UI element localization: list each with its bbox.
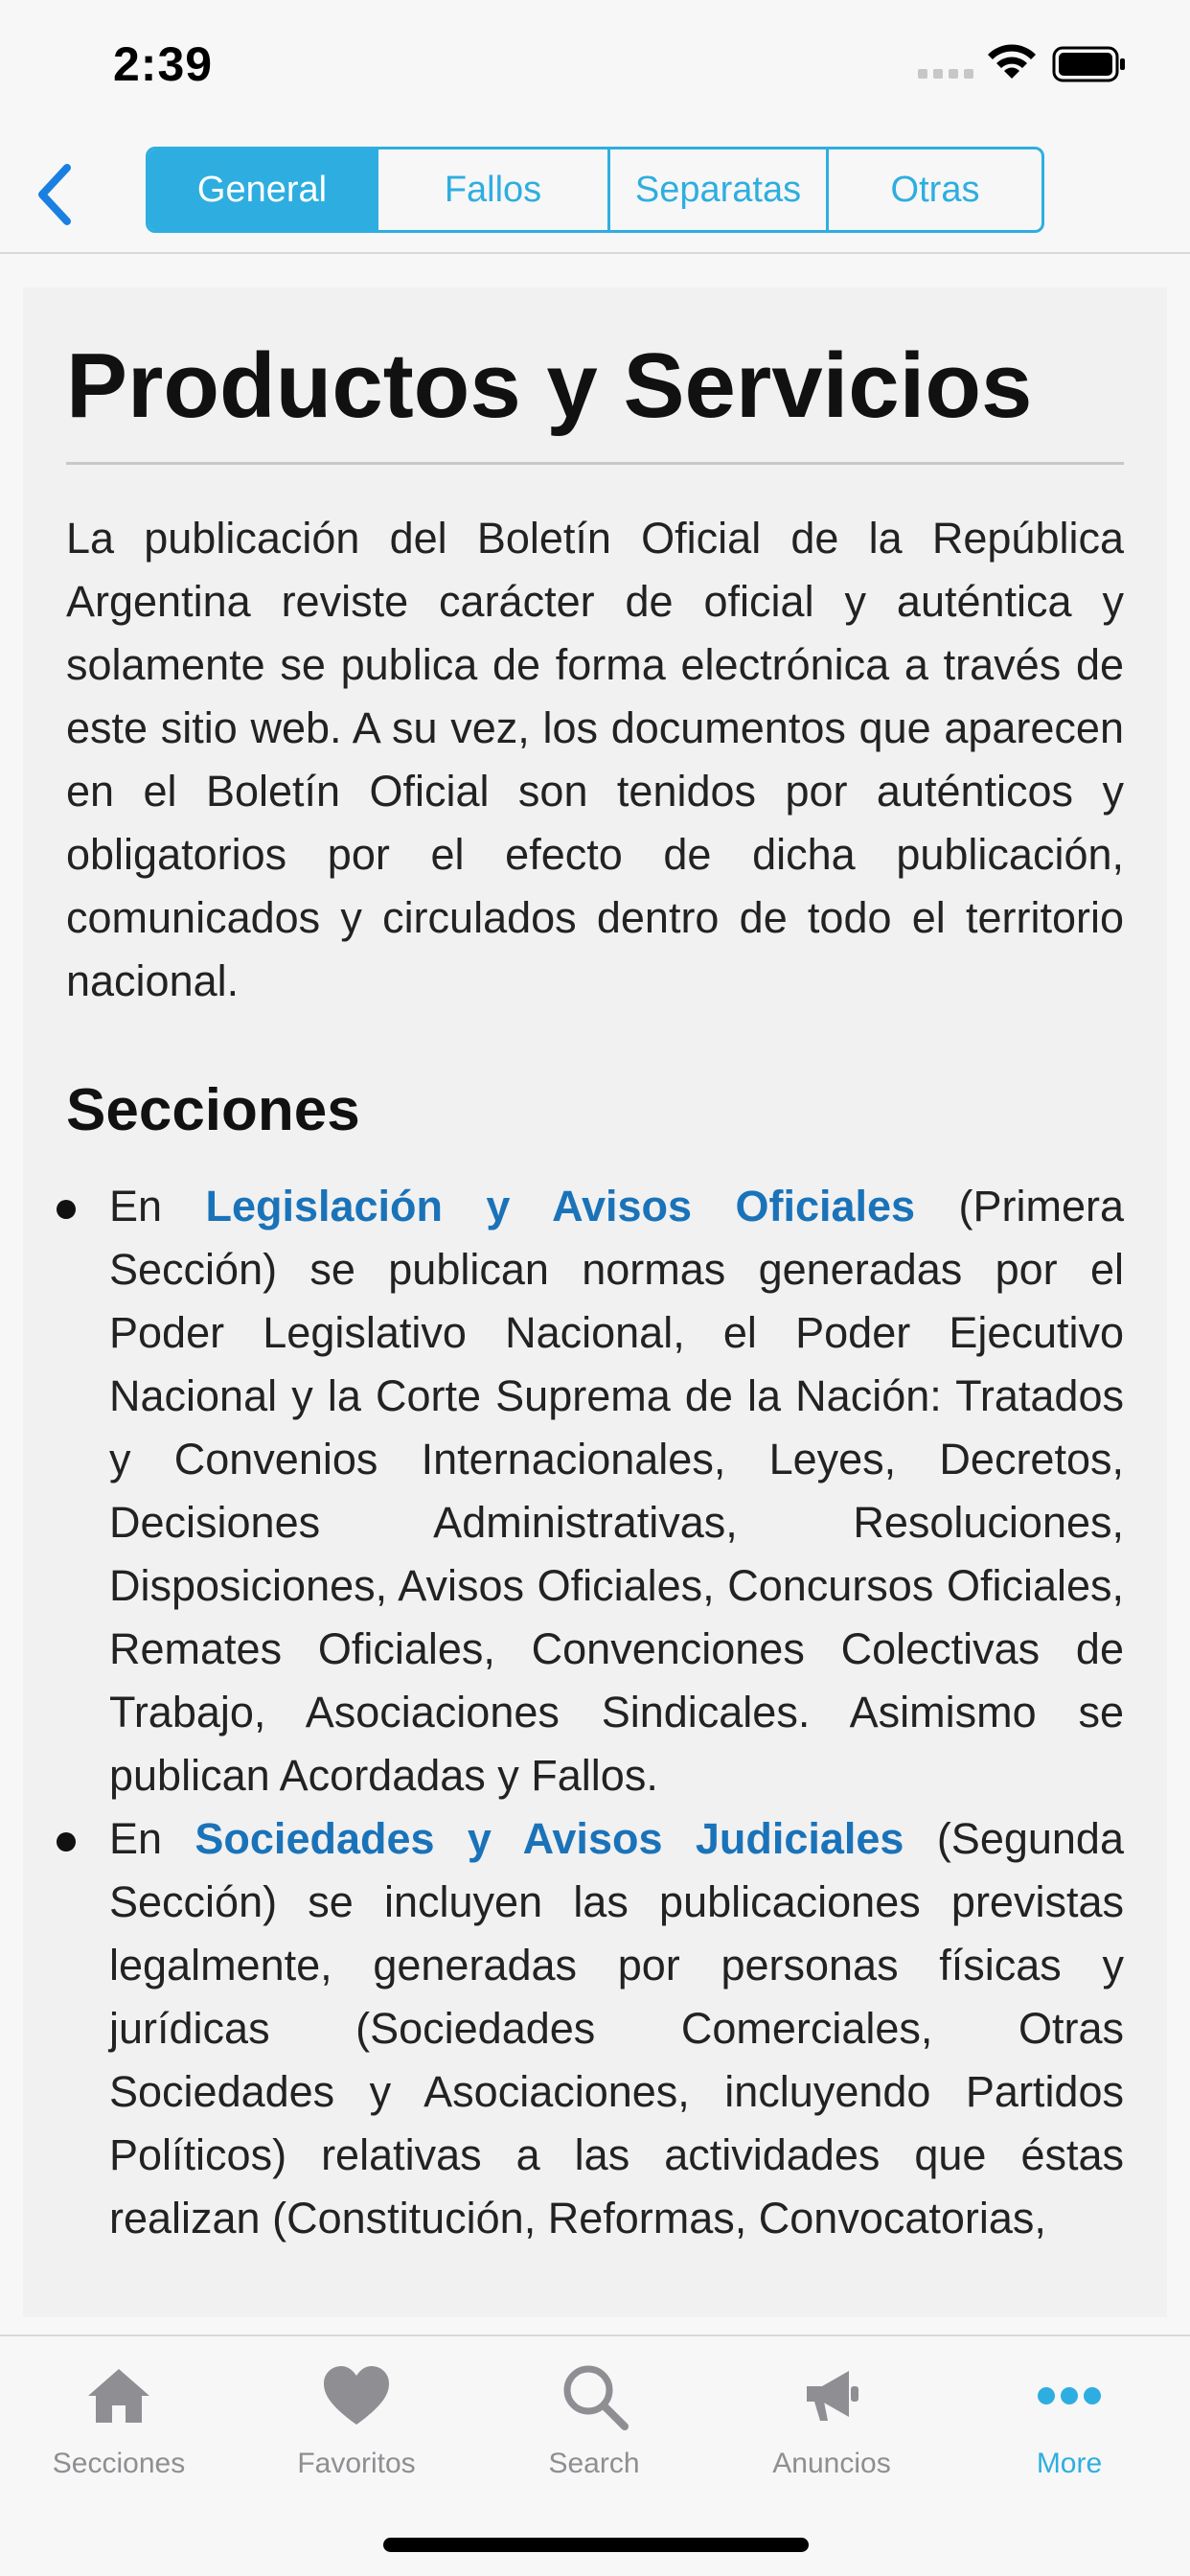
heart-icon: [318, 2358, 395, 2434]
segment-separatas[interactable]: Separatas: [610, 150, 829, 230]
tab-label: Search: [548, 2448, 640, 2479]
signal-icon: [918, 69, 973, 79]
bullet-prefix: En: [109, 1181, 163, 1230]
intro-paragraph: La publicación del Boletín Oficial de la República Argentina reviste carácter de oficial y auténtica y solamente se publica de forma electrónica a través de este sitio web. A su vez, los documentos que aparecen en el Boletín Oficial son tenidos por auténticos y obligatorios por el efecto de dicha publicación, comunicados y circulados dentro de todo el territorio nacional.: [66, 513, 1124, 1005]
segment-otras[interactable]: Otras: [890, 169, 980, 210]
segment-fallos[interactable]: Fallos: [378, 150, 610, 230]
sections-list: [66, 1175, 1124, 2250]
link-legislacion-avisos-oficiales[interactable]: Legislación y Avisos Oficiales: [205, 1181, 916, 1230]
bullet-text: (Segunda Sección) se incluyen las publicaciones previstas legalmente, generadas por personas físicas y jurídicas (Sociedades Comerciales, Otras Sociedades y Asociaciones, incluyendo Partidos Políticos) relativas a las actividades que éstas realizan (Constitución, Reformas, Convocatorias,: [109, 1813, 1124, 2242]
status-bar: [0, 0, 1190, 129]
home-indicator: [383, 2538, 809, 2552]
battery-icon: [1052, 46, 1127, 82]
tab-label: More: [1036, 2448, 1103, 2479]
wifi-icon: [985, 40, 1039, 84]
more-icon: [1031, 2358, 1108, 2434]
tab-secciones[interactable]: [0, 2358, 238, 2501]
segment-general[interactable]: General: [149, 150, 378, 230]
navigation-bar: [0, 129, 1190, 254]
home-icon: [80, 2358, 157, 2434]
section-heading: Secciones: [66, 1076, 360, 1143]
page-title: Productos y Servicios: [66, 335, 1124, 465]
list-item: [66, 1175, 1124, 1807]
tab-search[interactable]: [475, 2358, 713, 2501]
tab-label: Favoritos: [297, 2448, 416, 2479]
chevron-left-icon[interactable]: [29, 156, 86, 233]
list-item: [66, 1807, 1124, 2250]
tab-more[interactable]: [950, 2358, 1188, 2501]
bullet-text: (Primera Sección) se publican normas generadas por el Poder Legislativo Nacional, el Poder Ejecutivo Nacional y la Corte Suprema de la Nación: Tratados y Convenios Internacionales, Leyes, Decretos, Decisiones Administrativas, Resoluciones, Disposiciones, Avisos Oficiales, Concursos Oficiales, Remates Oficiales, Convenciones Colectivas de Trabajo, Asociaciones Sindicales. Asimismo se publican Acordadas y Fallos.: [109, 1181, 1124, 1800]
tab-anuncios[interactable]: [713, 2358, 950, 2501]
content-scroll-view[interactable]: [23, 288, 1167, 2317]
status-time: 2:39: [113, 37, 214, 91]
megaphone-icon: [793, 2358, 870, 2434]
search-icon: [556, 2358, 632, 2434]
tab-label: Secciones: [52, 2448, 186, 2479]
link-sociedades-avisos-judiciales[interactable]: Sociedades y Avisos Judiciales: [195, 1813, 904, 1863]
tab-favoritos[interactable]: [238, 2358, 475, 2501]
tab-label: Anuncios: [772, 2448, 891, 2479]
section-segmented-control: [146, 147, 1044, 233]
bullet-prefix: En: [109, 1813, 163, 1863]
